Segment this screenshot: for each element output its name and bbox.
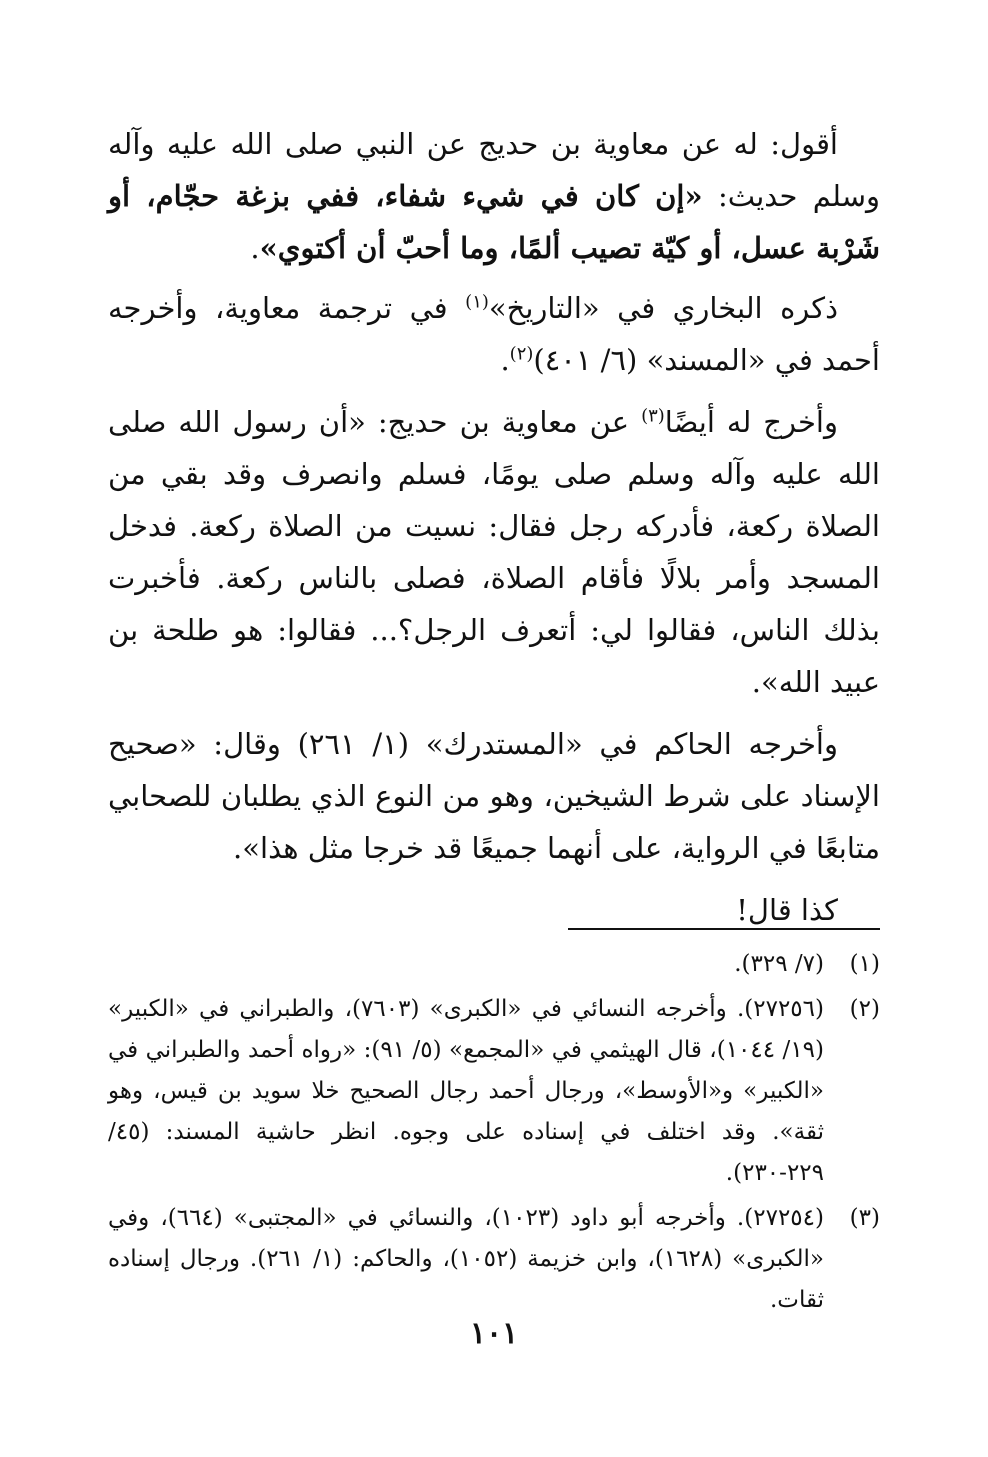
paragraph-2-end: . bbox=[500, 343, 510, 377]
footnote-divider bbox=[568, 928, 880, 930]
paragraph-3-part1: وأخرج له أيضًا bbox=[664, 405, 838, 439]
footnote-2 bbox=[108, 989, 880, 1194]
paragraph-3-part2: عن معاوية بن حديج: «أن رسول الله صلى الله عليه وآله وسلم صلى يومًا، فسلم وانصرف وقد بقي من الصلاة ركعة، فأدركه رجل فقال: نسيت من الصلاة ركعة. فدخل المسجد وأمر بلالًا فأقام الصلاة، فصلى بالناس ركعة. فأخبرت بذلك الناس، فقالوا لي: أتعرف الرجل؟... فقالوا: هو طلحة بن عبيد الله». bbox=[108, 405, 880, 699]
paragraph-2-part1: ذكره البخاري في «التاريخ» bbox=[488, 291, 838, 325]
paragraph-1 bbox=[108, 118, 880, 274]
footnote-ref-2[interactable]: (٢) bbox=[509, 343, 534, 365]
paragraph-1-lead: أقول: له عن معاوية بن حديج عن النبي صلى الله عليه وآله وسلم حديث: bbox=[108, 127, 880, 213]
paragraph-3 bbox=[108, 396, 880, 708]
paragraph-2 bbox=[108, 282, 880, 386]
paragraph-5: كذا قال! bbox=[736, 893, 838, 927]
paragraph-4: وأخرجه الحاكم في «المستدرك» (١/ ٢٦١) وقال: «صحيح الإسناد على شرط الشيخين، وهو من النوع الذي يطلبان للصحابي متابعًا في الرواية، على أنهما جميعًا قد خرجا مثل هذا». bbox=[108, 727, 880, 865]
paragraph-2-part2: في ترجمة معاوية، وأخرجه أحمد في «المسند» (٦/ ٤٠١) bbox=[108, 291, 880, 377]
footnote-1 bbox=[108, 944, 880, 985]
footnote-text: (٢٧٢٥٤). وأخرجه أبو داود (١٠٢٣)، والنسائي في «المجتبى» (٦٦٤)، وفي «الكبرى» (١٦٢٨)، وابن خزيمة (١٠٥٢)، والحاكم: (١/ ٢٦١). ورجال إسناده ثقات. bbox=[108, 1205, 825, 1313]
footnote-text: (٧/ ٣٢٩). bbox=[734, 951, 824, 977]
footnote-3 bbox=[108, 1198, 880, 1321]
paragraph-1-end: . bbox=[250, 231, 260, 265]
footnote-ref-3[interactable]: (٣) bbox=[641, 405, 665, 427]
footnote-text: (٢٧٢٥٦). وأخرجه النسائي في «الكبرى» (٧٦٠٣)، والطبراني في «الكبير» (١٩/ ١٠٤٤)، قال الهيثمي في «المجمع» (٥/ ٩١): «رواه أحمد والطبراني في «الكبير» و«الأوسط»، ورجال أحمد رجال الصحيح خلا سويد بن قيس، وهو ثقة». وقد اختلف في إسناده على وجوه. انظر حاشية المسند: (٤٥/ ٢٢٩-٢٣٠). bbox=[108, 996, 825, 1186]
page-number: ١٠١ bbox=[469, 1316, 519, 1351]
main-text bbox=[108, 118, 880, 936]
footnote-ref-1[interactable]: (١) bbox=[465, 291, 489, 313]
footnote-number: (٢) bbox=[849, 996, 880, 1022]
footnote-number: (١) bbox=[849, 951, 880, 977]
footnote-number: (٣) bbox=[849, 1205, 880, 1231]
hadith-quote: «إن كان في شيء شفاء، ففي بزغة حجّام، أو شَرْبة عسل، أو كيّة تصيب ألمًا، وما أحبّ أن أكتوي» bbox=[108, 179, 880, 265]
footnotes bbox=[108, 944, 880, 1325]
